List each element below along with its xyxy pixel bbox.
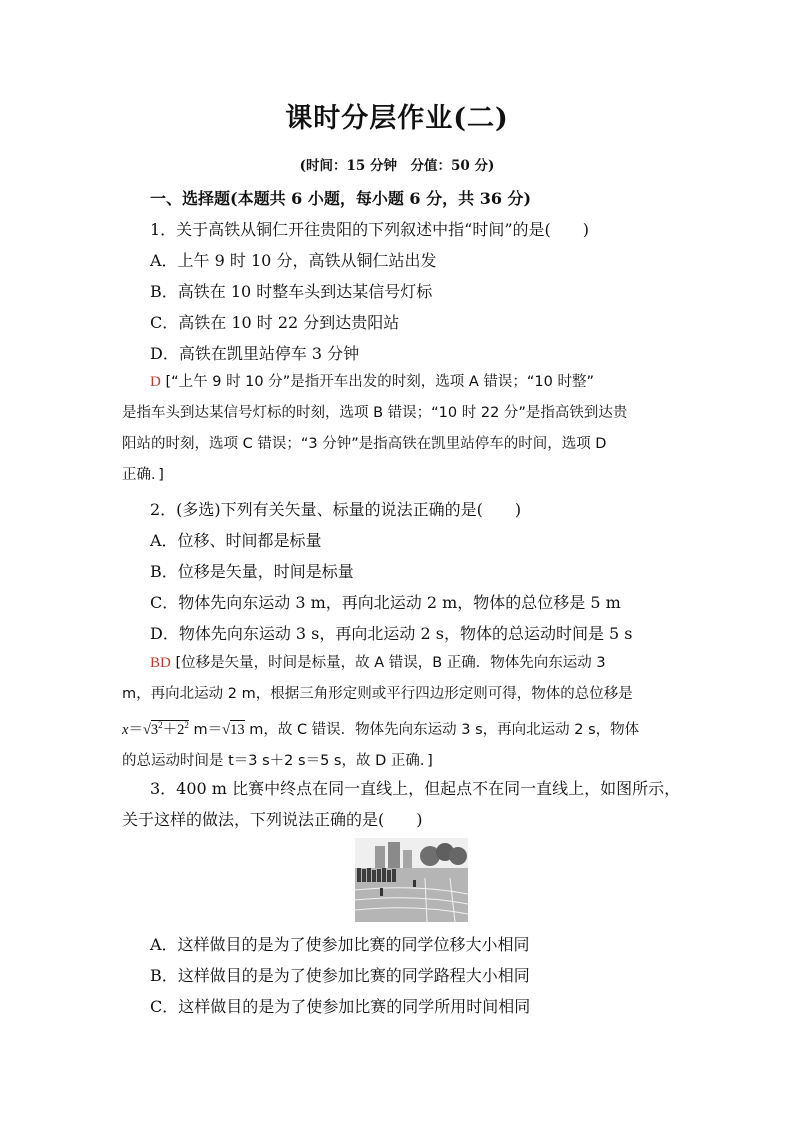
answer-key: BD [150, 655, 171, 671]
question-2-option-a: A．位移、时间都是标量 [150, 531, 322, 550]
answer-text: [位移是矢量，时间是标量，故 A 错误，B 正确．物体先向东运动 3 [170, 655, 606, 671]
question-1-answer [122, 367, 680, 491]
formula-line: $x=√3^2+2^2$ m＝√13 m，故 C 错误．物体先向东运动 3 s，再向北运动 2 s，物体 [122, 720, 640, 738]
question-3-stem-line-2: 关于这样的做法，下列说法正确的是( ) [122, 810, 423, 829]
answer-text: m，再向北运动 2 m，根据三角形定则或平行四边形定则可得，物体的总位移是 [122, 686, 633, 702]
question-2-option-b: B．位移是矢量，时间是标量 [150, 562, 354, 581]
page-title: 课时分层作业(二) [285, 103, 509, 134]
question-2-option-c: C．物体先向东运动 3 m，再向北运动 2 m，物体的总位移是 5 m [150, 593, 621, 612]
answer-text: [“上午 9 时 10 分”是指开车出发的时刻，选项 A 错误；“10 时整” [160, 374, 594, 390]
question-3-option-c: C．这样做目的是为了使参加比赛的同学所用时间相同 [150, 997, 531, 1016]
answer-key: D [150, 374, 161, 390]
question-1-option-b: B．高铁在 10 时整车头到达某信号灯标 [150, 282, 433, 301]
answer-text: 正确．] [122, 467, 164, 483]
answer-text: 阳站的时刻，选项 C 错误；“3 分钟”是指高铁在凯里站停车的时间，选项 D [122, 436, 607, 452]
answer-text: 是指车头到达某信号灯标的时刻，选项 B 错误；“10 时 22 分”是指高铁到达贵 [122, 405, 628, 421]
question-3-option-a: A．这样做目的是为了使参加比赛的同学位移大小相同 [150, 935, 530, 954]
time-score-info: (时间：15 分钟 分值：50 分) [299, 158, 495, 174]
answer-text: 的总运动时间是 t＝3 s＋2 s＝5 s，故 D 正确．] [122, 752, 433, 769]
question-1-option-a: A．上午 9 时 10 分，高铁从铜仁站出发 [150, 251, 437, 270]
question-3-option-b: B．这样做目的是为了使参加比赛的同学路程大小相同 [150, 966, 530, 985]
section-heading: 一、选择题(本题共 6 小题，每小题 6 分，共 36 分) [150, 189, 532, 208]
question-3-stem-line-1: 3．400 m 比赛中终点在同一直线上，但起点不在同一直线上，如图所示， [150, 779, 681, 798]
question-2-stem: 2．(多选)下列有关矢量、标量的说法正确的是( ) [150, 500, 522, 519]
question-1-stem: 1．关于高铁从铜仁开往贵阳的下列叙述中指“时间”的是( ) [150, 220, 590, 239]
track-race-photo [355, 838, 468, 922]
question-1-option-d: D．高铁在凯里站停车 3 分钟 [150, 344, 360, 363]
question-1-option-c: C．高铁在 10 时 22 分到达贵阳站 [150, 313, 400, 332]
question-2-answer [122, 648, 680, 777]
question-2-option-d: D．物体先向东运动 3 s，再向北运动 2 s，物体的总运动时间是 5 s [150, 624, 633, 643]
